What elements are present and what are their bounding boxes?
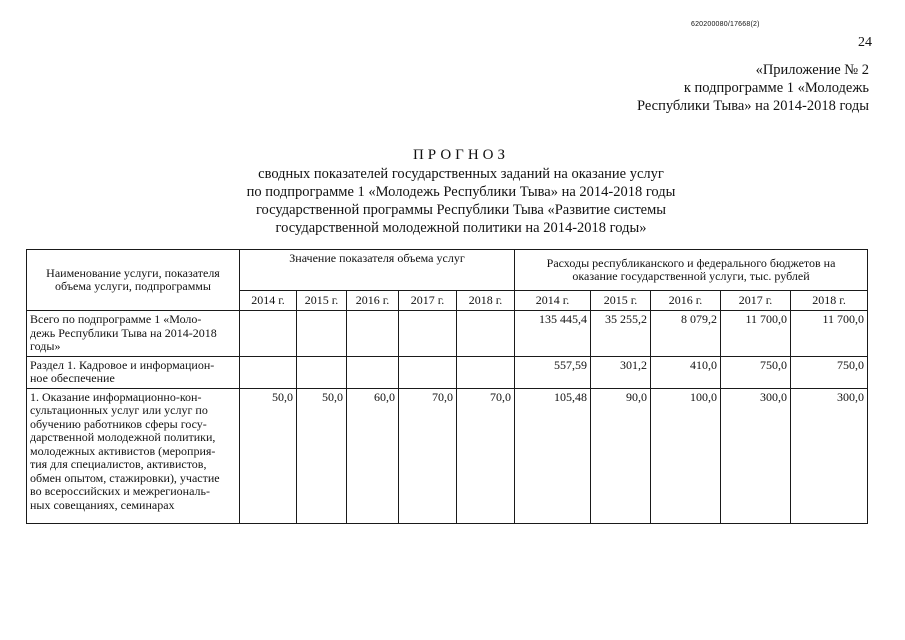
year-header-indicator: 2016 г. — [347, 291, 399, 311]
row-name-line: тия для специалистов, активистов, — [30, 457, 207, 471]
year-header-expenses: 2016 г. — [651, 291, 721, 311]
row-name-line: годы» — [30, 339, 61, 353]
indicator-cell — [297, 311, 347, 357]
table-row — [27, 388, 868, 523]
expense-cell: 300,0 — [791, 388, 868, 523]
title-line: государственной программы Республики Тыва «Развитие системы — [255, 202, 667, 218]
header-line: Расходы республиканского и федерального бюджетов на — [546, 255, 836, 270]
row-name-line: ное обеспечение — [30, 371, 115, 385]
row-name-line: обучению работников сферы госу- — [30, 416, 207, 431]
indicator-cell: 70,0 — [457, 388, 515, 523]
table-row — [27, 311, 868, 357]
expense-cell: 100,0 — [651, 388, 721, 523]
year-header-indicator: 2017 г. — [399, 291, 457, 311]
header-line: объема услуги, подпрограммы — [55, 279, 211, 293]
row-name-line: молодежных активистов (мероприя- — [30, 443, 216, 458]
expense-cell: 301,2 — [591, 356, 651, 388]
header-service-name — [27, 250, 240, 311]
row-name-line: ных совещаниях, семинарах — [30, 497, 175, 512]
header-indicator-value: Значение показателя объема услуг — [240, 250, 515, 291]
title-line: государственной молодежной политики на 2014-2018 годы» — [275, 220, 647, 236]
row-name-line: дарственной молодежной политики, — [30, 430, 216, 444]
row-name-line: сультационных услуг или услуг по — [30, 403, 208, 417]
year-header-indicator: 2015 г. — [297, 291, 347, 311]
year-header-expenses: 2015 г. — [591, 291, 651, 311]
expense-cell: 11 700,0 — [721, 311, 791, 357]
indicator-cell — [347, 356, 399, 388]
document-title — [180, 146, 742, 237]
table-row — [27, 356, 868, 388]
header-line: Наименование услуги, показателя — [46, 265, 220, 280]
indicator-cell — [240, 311, 297, 357]
row-name-line: дежь Республики Тыва на 2014-2018 — [30, 325, 217, 340]
expense-cell: 410,0 — [651, 356, 721, 388]
indicator-cell — [457, 311, 515, 357]
expense-cell: 300,0 — [721, 388, 791, 523]
indicator-cell — [399, 356, 457, 388]
expense-cell: 750,0 — [791, 356, 868, 388]
expense-cell: 90,0 — [591, 388, 651, 523]
expense-cell: 557,59 — [515, 356, 591, 388]
row-name — [27, 356, 240, 388]
year-header-expenses: 2018 г. — [791, 291, 868, 311]
indicator-cell: 50,0 — [297, 388, 347, 523]
indicator-cell — [297, 356, 347, 388]
title-line: по подпрограмме 1 «Молодежь Республики Тыва» на 2014-2018 годы — [246, 184, 676, 200]
page-number: 24 — [858, 35, 872, 50]
indicator-cell: 50,0 — [240, 388, 297, 523]
row-name-line: Раздел 1. Кадровое и информацион- — [30, 357, 215, 372]
year-header-indicator: 2014 г. — [240, 291, 297, 311]
expense-cell: 105,48 — [515, 388, 591, 523]
indicator-cell — [240, 356, 297, 388]
indicator-cell — [347, 311, 399, 357]
row-name-line: Всего по подпрограмме 1 «Моло- — [30, 312, 202, 326]
expense-cell: 11 700,0 — [791, 311, 868, 357]
title-line: сводных показателей государственных заданий на оказание услуг — [258, 166, 664, 182]
year-header-indicator: 2018 г. — [457, 291, 515, 311]
appendix-reference — [637, 61, 869, 115]
appendix-line: к подпрограмме 1 «Молодежь — [683, 80, 869, 96]
indicator-cell: 60,0 — [347, 388, 399, 523]
row-name-line: обмен опытом, стажировки), участие — [30, 470, 220, 485]
year-header-expenses: 2014 г. — [515, 291, 591, 311]
header-expenses — [515, 250, 868, 291]
forecast-table — [26, 249, 868, 524]
document-id: 620200080/17668(2) — [691, 21, 760, 28]
expense-cell: 750,0 — [721, 356, 791, 388]
indicator-cell — [457, 356, 515, 388]
expense-cell: 8 079,2 — [651, 311, 721, 357]
expense-cell: 35 255,2 — [591, 311, 651, 357]
row-name-line: 1. Оказание информационно-кон- — [30, 389, 202, 404]
header-line: оказание государственной услуги, тыс. рублей — [572, 269, 810, 283]
appendix-line: «Приложение № 2 — [755, 62, 869, 78]
indicator-cell: 70,0 — [399, 388, 457, 523]
row-name — [27, 311, 240, 357]
appendix-line: Республики Тыва» на 2014-2018 годы — [636, 98, 869, 114]
row-name — [27, 388, 240, 523]
row-name-line: во всероссийских и межрегиональ- — [30, 484, 210, 498]
expense-cell: 135 445,4 — [515, 311, 591, 357]
title-word: ПРОГНОЗ — [412, 147, 510, 163]
indicator-cell — [399, 311, 457, 357]
year-header-expenses: 2017 г. — [721, 291, 791, 311]
